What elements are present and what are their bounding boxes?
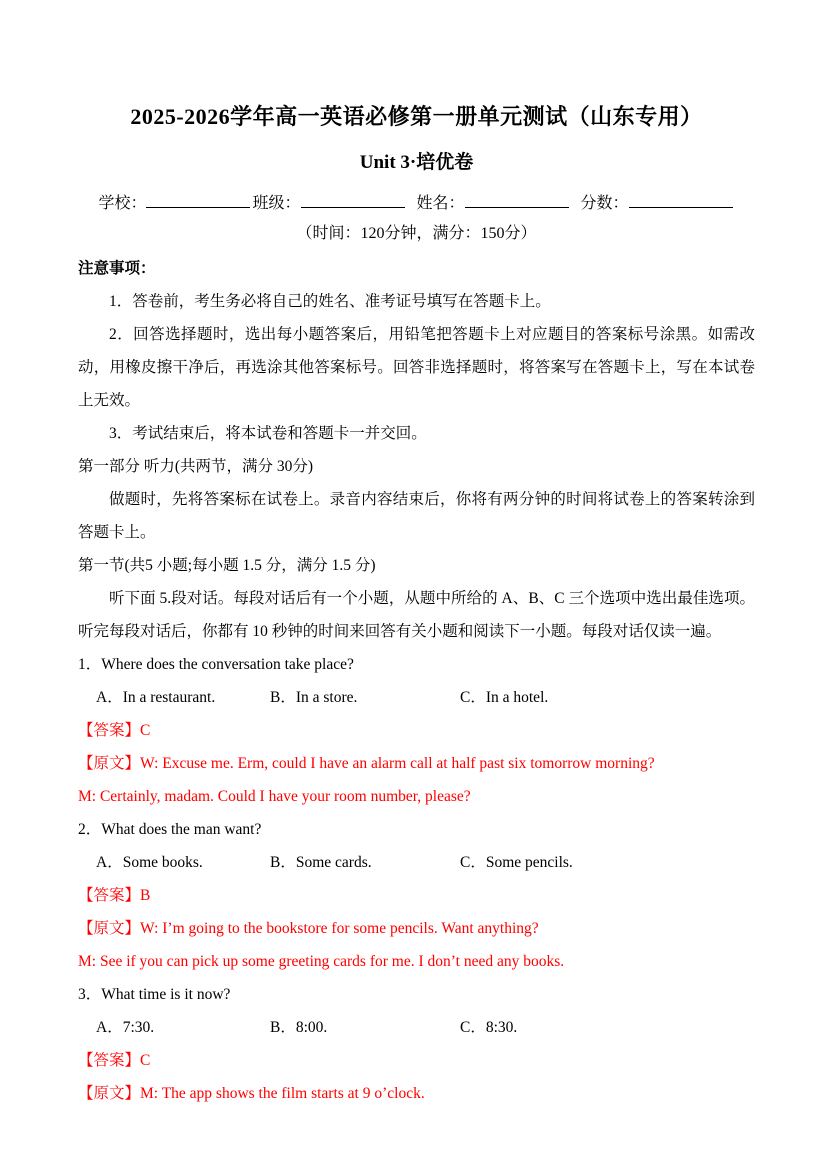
- option-a: A．Some books.: [96, 854, 203, 871]
- transcript-text: M: Certainly, madam. Could I have your room number, please?: [78, 788, 471, 805]
- answer-line: [78, 879, 755, 912]
- exam-title: 2025-2026学年高一英语必修第一册单元测试（山东专用）: [130, 104, 703, 129]
- listening-section-title: 第一节(共5 小题;每小题 1.5 分，满分 1.5 分): [78, 557, 376, 574]
- answer-label: 【答案】: [78, 722, 141, 739]
- option-c: C．Some pencils.: [460, 854, 573, 871]
- transcript-line: [78, 1077, 755, 1110]
- listening-part-title: 第一部分 听力(共两节，满分 30分): [78, 458, 314, 475]
- option-c: C．In a hotel.: [460, 689, 549, 706]
- question-block-1: [78, 648, 755, 813]
- class-blank: [301, 190, 405, 208]
- option-a: A．7:30.: [96, 1019, 155, 1036]
- transcript-line: [78, 780, 755, 813]
- answer-line: [78, 714, 755, 747]
- name-label: 姓名：: [416, 195, 465, 212]
- option-b: B．In a store.: [270, 689, 358, 706]
- option-b: B．Some cards.: [270, 854, 372, 871]
- question-stem: 1．Where does the conversation take place?: [78, 656, 354, 673]
- school-blank: [146, 190, 250, 208]
- exam-subtitle: Unit 3·培优卷: [359, 152, 474, 173]
- score-blank: [629, 190, 733, 208]
- answer-value: C: [140, 722, 151, 739]
- transcript-line: [78, 747, 755, 780]
- option-a: A．In a restaurant.: [96, 689, 216, 706]
- note-item-3: 3．考试结束后，将本试卷和答题卡一并交回。: [109, 425, 427, 442]
- transcript-text: M: The app shows the film starts at 9 o’clock.: [140, 1085, 425, 1102]
- listening-part-intro: 做题时，先将答案标在试卷上。录音内容结束后，你将有两分钟的时间将试卷上的答案转涂到答题卡上。: [78, 491, 755, 541]
- note-item-2: 2．回答选择题时，选出每小题答案后，用铅笔把答题卡上对应题目的答案标号涂黑。如需改动，用橡皮擦干净后，再选涂其他答案标号。回答非选择题时，将答案写在答题卡上，写在本试卷上无效。: [78, 326, 755, 409]
- transcript-label: 【原文】: [78, 1085, 141, 1102]
- transcript-label: 【原文】: [78, 920, 141, 937]
- transcript-line: [78, 912, 755, 945]
- answer-label: 【答案】: [78, 887, 141, 904]
- class-label: 班级：: [252, 195, 301, 212]
- question-stem: 2．What does the man want?: [78, 821, 262, 838]
- transcript-line: [78, 945, 755, 978]
- listening-section-intro: 听下面 5.段对话。每段对话后有一个小题，从题中所给的 A、B、C 三个选项中选出最佳选项。听完每段对话后，你都有 10 秒钟的时间来回答有关小题和阅读下一小题。每段对话仅读一遍。: [78, 590, 755, 640]
- name-blank: [465, 190, 569, 208]
- answer-value: B: [140, 887, 151, 904]
- time-score-line: （时间：120分钟，满分：150分）: [296, 225, 537, 242]
- option-b: B．8:00.: [270, 1019, 328, 1036]
- options-row: [78, 681, 755, 714]
- transcript-label: 【原文】: [78, 755, 141, 772]
- transcript-text: M: See if you can pick up some greeting cards for me. I don’t need any books.: [78, 953, 565, 970]
- notes-header: 注意事项：: [78, 260, 156, 277]
- score-label: 分数：: [580, 195, 629, 212]
- school-label: 学校：: [98, 195, 147, 212]
- transcript-text: W: Excuse me. Erm, could I have an alarm call at half past six tomorrow morning?: [140, 755, 655, 772]
- question-block-2: [78, 813, 755, 978]
- transcript-text: W: I’m going to the bookstore for some pencils. Want anything?: [140, 920, 539, 937]
- answer-value: C: [140, 1052, 151, 1069]
- options-row: [78, 1011, 755, 1044]
- option-c: C．8:30.: [460, 1019, 518, 1036]
- question-stem: 3．What time is it now?: [78, 986, 231, 1003]
- answer-label: 【答案】: [78, 1052, 141, 1069]
- student-info-line: [78, 190, 755, 213]
- question-block-3: [78, 978, 755, 1110]
- options-row: [78, 846, 755, 879]
- answer-line: [78, 1044, 755, 1077]
- note-item-1: 1．答卷前，考生务必将自己的姓名、准考证号填写在答题卡上。: [109, 293, 551, 310]
